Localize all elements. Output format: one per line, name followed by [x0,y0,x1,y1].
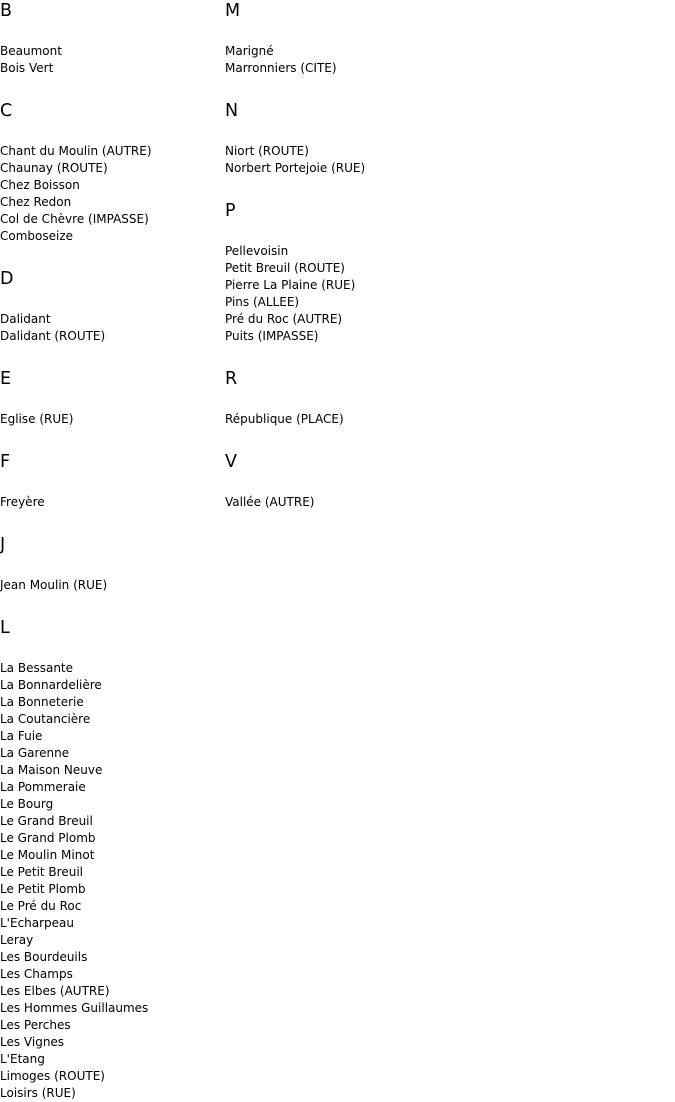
street-list-item: Les Hommes Guillaumes [0,1001,149,1015]
street-list-item: Col de Chèvre (IMPASSE) [0,212,149,226]
letter-heading: E [0,369,12,389]
street-list-item: Chaunay (ROUTE) [0,161,108,175]
street-list [0,640,220,1102]
street-list-item: Comboseize [0,229,74,243]
section-spacer [0,245,220,268]
street-list-item: Pellevoisin [225,244,289,258]
street-list [0,557,220,594]
letter-heading: N [225,101,239,121]
street-list-item: Les Vignes [0,1035,65,1049]
street-list-item: Eglise (RUE) [0,412,74,426]
letter-heading: M [225,1,241,21]
letter-heading: R [225,369,238,389]
street-list-item: Les Bourdeuils [0,950,88,964]
street-index-right-column [225,0,665,511]
street-list [0,291,220,345]
street-list-item: La Garenne [0,746,70,760]
letter-section-r [225,368,665,451]
street-list [0,391,220,428]
letter-section-b [0,0,220,100]
section-spacer [0,77,220,100]
street-list-item: Vallée (AUTRE) [225,495,315,509]
street-list-item: Leray [0,933,34,947]
street-list [225,23,665,77]
section-spacer [225,428,665,451]
street-list-item: Puits (IMPASSE) [225,329,319,343]
street-list-item: Le Moulin Minot [0,848,95,862]
letter-heading: C [0,101,13,121]
letter-section-m [225,0,665,100]
street-list-item: Loisirs (RUE) [0,1086,76,1100]
street-list-item: Petit Breuil (ROUTE) [225,261,345,275]
street-list-item: Pins (ALLEE) [225,295,300,309]
street-list-item: L'Etang [0,1052,45,1066]
section-spacer [0,511,220,534]
letter-heading: F [0,452,11,472]
street-list-item: La Pommeraie [0,780,86,794]
street-list-item: Limoges (ROUTE) [0,1069,105,1083]
street-list-item: Les Perches [0,1018,71,1032]
street-list-item: Chez Redon [0,195,72,209]
street-list-item: Jean Moulin (RUE) [0,578,108,592]
street-list-item: Pré du Roc (AUTRE) [225,312,343,326]
street-list-item: Chant du Moulin (AUTRE) [0,144,152,158]
letter-section-f [0,451,220,534]
letter-heading: V [225,452,238,472]
letter-section-p [225,200,665,368]
street-list-item: La Fuie [0,729,43,743]
street-list-item: Les Champs [0,967,73,981]
letter-section-l [0,617,220,1102]
street-list-item: La Bonnardelière [0,678,102,692]
street-list-item: République (PLACE) [225,412,344,426]
street-list-item: La Maison Neuve [0,763,103,777]
street-list [0,474,220,511]
letter-heading: D [0,269,14,289]
letter-heading: B [0,1,13,21]
street-list-item: Beaumont [0,44,62,58]
street-list-item: Dalidant (ROUTE) [0,329,106,343]
street-list-item: L'Echarpeau [0,916,75,930]
street-list-item: Pierre La Plaine (RUE) [225,278,356,292]
street-list-item: Les Elbes (AUTRE) [0,984,110,998]
street-list-item: Chez Boisson [0,178,80,192]
street-list-item: Norbert Portejoie (RUE) [225,161,366,175]
letter-section-c [0,100,220,268]
street-list [0,23,220,77]
street-list-item: Le Grand Breuil [0,814,93,828]
street-list-item: La Bonneterie [0,695,84,709]
street-list-item: Le Petit Plomb [0,882,86,896]
street-list [225,123,665,177]
letter-heading: L [0,618,10,638]
letter-section-e [0,368,220,451]
street-list-item: Freyère [0,495,45,509]
street-list-item: Le Petit Breuil [0,865,83,879]
section-spacer [0,594,220,617]
street-list [225,391,665,428]
street-list-item: La Bessante [0,661,74,675]
section-spacer [225,177,665,200]
letter-heading: P [225,201,236,221]
street-list-item: Le Bourg [0,797,54,811]
street-list-item: La Coutancière [0,712,91,726]
street-list [225,474,665,511]
street-list-item: Le Grand Plomb [0,831,96,845]
street-list [225,223,665,345]
letter-section-n [225,100,665,200]
street-list-item: Dalidant [0,312,51,326]
letter-section-d [0,268,220,368]
street-list-item: Marigné [225,44,274,58]
section-spacer [0,345,220,368]
section-spacer [0,428,220,451]
section-spacer [225,77,665,100]
section-spacer [225,345,665,368]
street-list-item: Niort (ROUTE) [225,144,309,158]
street-index-left-column [0,0,220,1102]
street-list-item: Bois Vert [0,61,54,75]
letter-section-v [225,451,665,511]
letter-heading: J [0,535,6,555]
street-list-item: Le Pré du Roc [0,899,82,913]
street-list [0,123,220,245]
letter-section-j [0,534,220,617]
street-list-item: Marronniers (CITE) [225,61,337,75]
